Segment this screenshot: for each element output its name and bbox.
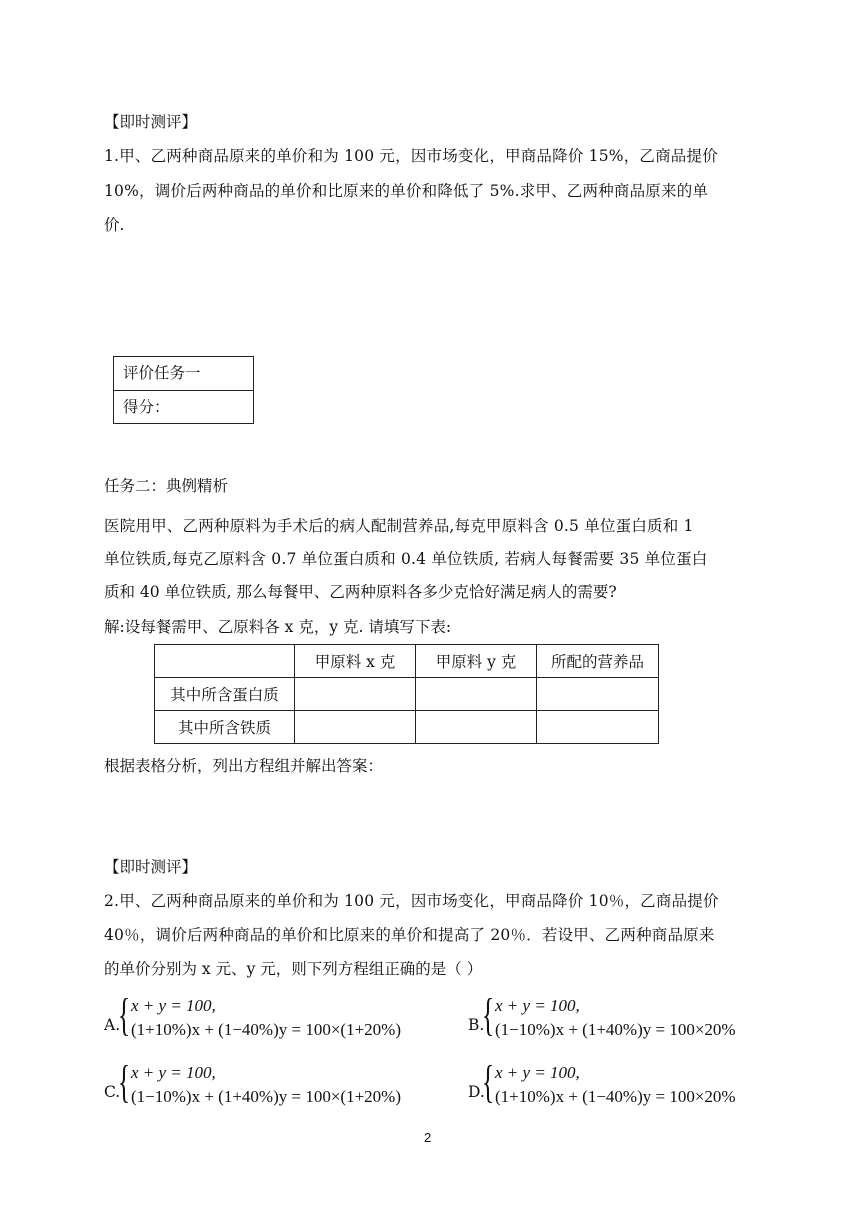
question-2-line-2: 40％，调价后两种商品的单价和比原来的单价和提高了 20％．若设甲、乙两种商品原来	[104, 926, 715, 944]
table-blank-cell[interactable]	[416, 678, 537, 711]
page-number: 2	[424, 1130, 432, 1145]
table-header-cell	[155, 645, 295, 678]
equation-2: (1−10%)x + (1+40%)y = 100×20%	[495, 1020, 736, 1039]
table-blank-cell[interactable]	[295, 678, 416, 711]
table-blank-cell[interactable]	[537, 711, 659, 744]
question-2-line-1: 2.甲、乙两种商品原来的单价和为 100 元，因市场变化，甲商品降价 10％，乙商品提价	[104, 892, 719, 910]
option-letter: D.	[468, 1083, 485, 1101]
left-brace-icon: {	[118, 1056, 131, 1107]
option-letter: A.	[104, 1016, 121, 1034]
left-brace-icon: {	[118, 989, 131, 1040]
equation-1: x + y = 100,	[495, 996, 580, 1015]
equation-2: (1+10%)x + (1−40%)y = 100×(1+20%)	[131, 1020, 401, 1039]
equation-1: x + y = 100,	[131, 996, 216, 1015]
problem-line-3: 质和 40 单位铁质, 那么每餐甲、乙两种原料各多少克恰好满足病人的需要?	[104, 583, 617, 601]
section-heading-2: 【即时测评】	[104, 858, 198, 876]
table-blank-cell[interactable]	[295, 711, 416, 744]
table-row	[155, 678, 659, 711]
problem-line-2: 单位铁质,每克乙原料含 0.7 单位蛋白质和 0.4 单位铁质, 若病人每餐需要 35 单位蛋白	[104, 550, 708, 568]
table-row-label: 其中所含蛋白质	[155, 678, 295, 711]
left-brace-icon: {	[482, 1056, 495, 1107]
equation-2: (1−10%)x + (1+40%)y = 100×(1+20%)	[131, 1087, 401, 1106]
problem-line-1: 医院用甲、乙两种原料为手术后的病人配制营养品,每克甲原料含 0.5 单位蛋白质和 1	[104, 517, 694, 535]
analysis-prompt: 根据表格分析，列出方程组并解出答案：	[104, 757, 384, 775]
question-1-line-3: 价.	[104, 216, 125, 234]
table-header-cell: 甲原料 x 克	[295, 645, 416, 678]
evaluation-task-label: 评价任务一	[123, 364, 201, 382]
equation-2: (1+10%)x + (1−40%)y = 100×20%	[495, 1087, 736, 1106]
solution-intro: 解:设每餐需甲、乙原料各 x 克，y 克. 请填写下表:	[104, 618, 452, 636]
option-letter: C.	[104, 1083, 121, 1101]
equation-1: x + y = 100,	[131, 1063, 216, 1082]
table-blank-cell[interactable]	[416, 711, 537, 744]
section-heading-1: 【即时测评】	[104, 113, 198, 131]
table-row	[155, 711, 659, 744]
table-header-row	[155, 645, 659, 678]
option-letter: B.	[468, 1016, 485, 1034]
score-field[interactable]: 得分：	[114, 390, 253, 423]
fill-in-table	[154, 644, 659, 744]
equation-1: x + y = 100,	[495, 1063, 580, 1082]
left-brace-icon: {	[482, 989, 495, 1040]
table-blank-cell[interactable]	[537, 678, 659, 711]
task-2-title: 任务二：典例精析	[104, 477, 229, 495]
table-row-label: 其中所含铁质	[155, 711, 295, 744]
evaluation-box	[113, 356, 254, 424]
question-2-line-3: 的单价分别为 x 元、y 元，则下列方程组正确的是（ ）	[104, 960, 483, 978]
table-header-cell: 甲原料 y 克	[416, 645, 537, 678]
question-1-line-1: 1.甲、乙两种商品原来的单价和为 100 元，因市场变化，甲商品降价 15%，乙商品提价	[104, 147, 718, 165]
question-1-line-2: 10%，调价后两种商品的单价和比原来的单价和降低了 5%.求甲、乙两种商品原来的单	[104, 182, 709, 200]
table-header-cell: 所配的营养品	[537, 645, 659, 678]
